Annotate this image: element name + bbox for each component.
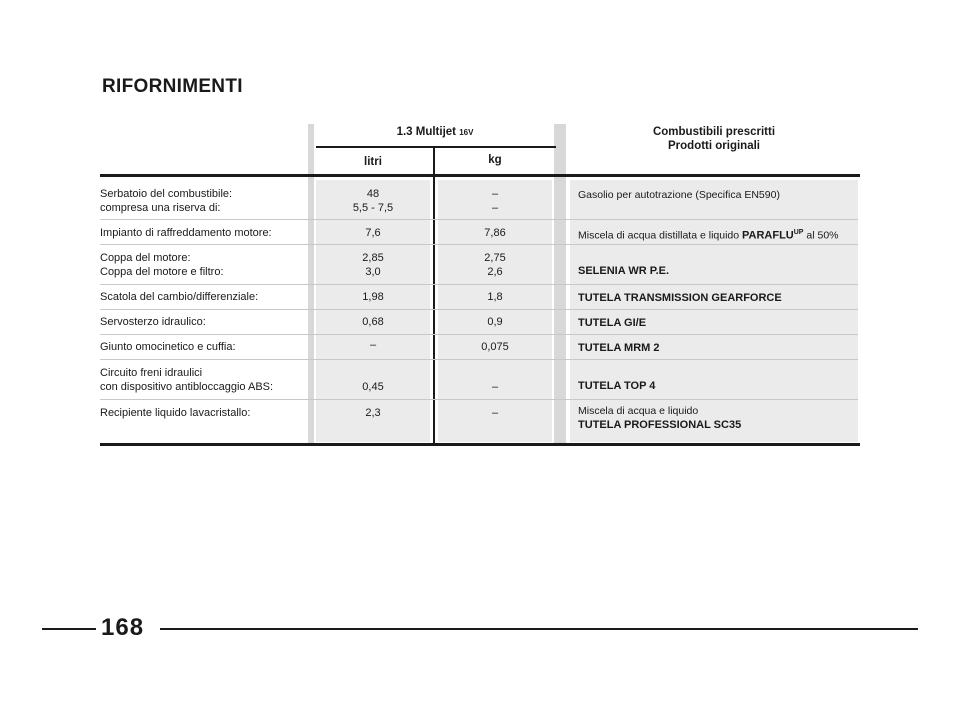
col-litri-header: litri [364, 156, 382, 168]
kg-value: 2,75 2,6 [484, 252, 506, 278]
product-text: Miscela di acqua distillata e liquido [578, 229, 740, 242]
row-separator [100, 284, 858, 285]
row-separator [100, 359, 858, 360]
product-value: SELENIA WR P.E. [578, 265, 670, 277]
col-kg-header: kg [488, 154, 502, 166]
fuel-header-line2: Prodotti originali [668, 140, 760, 152]
kg-value: 7,86 [484, 227, 506, 239]
row-separator [100, 309, 858, 310]
product-value-line2: TUTELA PROFESSIONAL SC35 [578, 419, 742, 431]
litri-value: 1,98 [362, 291, 384, 303]
product-value-line1: Miscela di acqua e liquido [578, 405, 699, 417]
engine-suffix: 16V [459, 128, 474, 137]
row-label: Serbatoio del combustibile: compresa una riserva di: [100, 188, 233, 214]
row-label: Giunto omocinetico e cuffia: [100, 341, 236, 353]
engine-header-rule [316, 146, 556, 148]
product-brand-sup: UP [793, 229, 804, 236]
table-bottom-rule [100, 443, 860, 446]
litri-value: 2,85 3,0 [362, 252, 384, 278]
product-value: TUTELA TOP 4 [578, 380, 656, 392]
row-separator [100, 399, 858, 400]
kg-value: 0,075 [481, 341, 509, 353]
litri-value: 0,45 [362, 381, 384, 393]
product-value: Gasolio per autotrazione (Specifica EN590) [578, 189, 780, 201]
row-label: Servosterzo idraulico: [100, 316, 206, 328]
page-title: RIFORNIMENTI [102, 76, 243, 97]
table-top-rule [100, 174, 860, 177]
footer-rule-right [160, 628, 918, 630]
litri-value: 2,3 [365, 407, 381, 419]
row-separator [100, 219, 858, 220]
kg-value: 0,9 [487, 316, 503, 328]
footer-rule-left [42, 628, 96, 630]
engine-header [316, 126, 554, 138]
row-label: Scatola del cambio/differenziale: [100, 291, 259, 303]
product-text-suffix: al 50% [806, 229, 839, 242]
product-value: TUTELA MRM 2 [578, 342, 660, 354]
product-value [578, 226, 839, 243]
kg-value: – – [491, 188, 499, 214]
kg-value: – [491, 381, 499, 393]
row-separator [100, 244, 858, 245]
litri-value: – [369, 339, 377, 351]
row-label: Impianto di raffreddamento motore: [100, 227, 272, 239]
row-label: Coppa del motore: Coppa del motore e filtro: [100, 252, 224, 278]
product-value: TUTELA TRANSMISSION GEARFORCE [578, 292, 782, 304]
engine-label: 1.3 Multijet [396, 126, 456, 138]
fuel-header-line1: Combustibili prescritti [652, 126, 776, 138]
page-number: 168 [101, 614, 145, 641]
litri-value: 48 5,5 - 7,5 [352, 188, 394, 214]
litri-value: 0,68 [362, 316, 384, 328]
product-brand: PARAFLU [742, 229, 794, 242]
row-separator [100, 334, 858, 335]
kg-value: 1,8 [487, 291, 503, 303]
row-label: Circuito freni idraulici con dispositivo antibloccaggio ABS: [100, 367, 274, 393]
product-value: TUTELA GI/E [578, 317, 647, 329]
row-label: Recipiente liquido lavacristallo: [100, 407, 251, 419]
litri-value: 7,6 [365, 227, 381, 239]
kg-value: – [491, 407, 499, 419]
